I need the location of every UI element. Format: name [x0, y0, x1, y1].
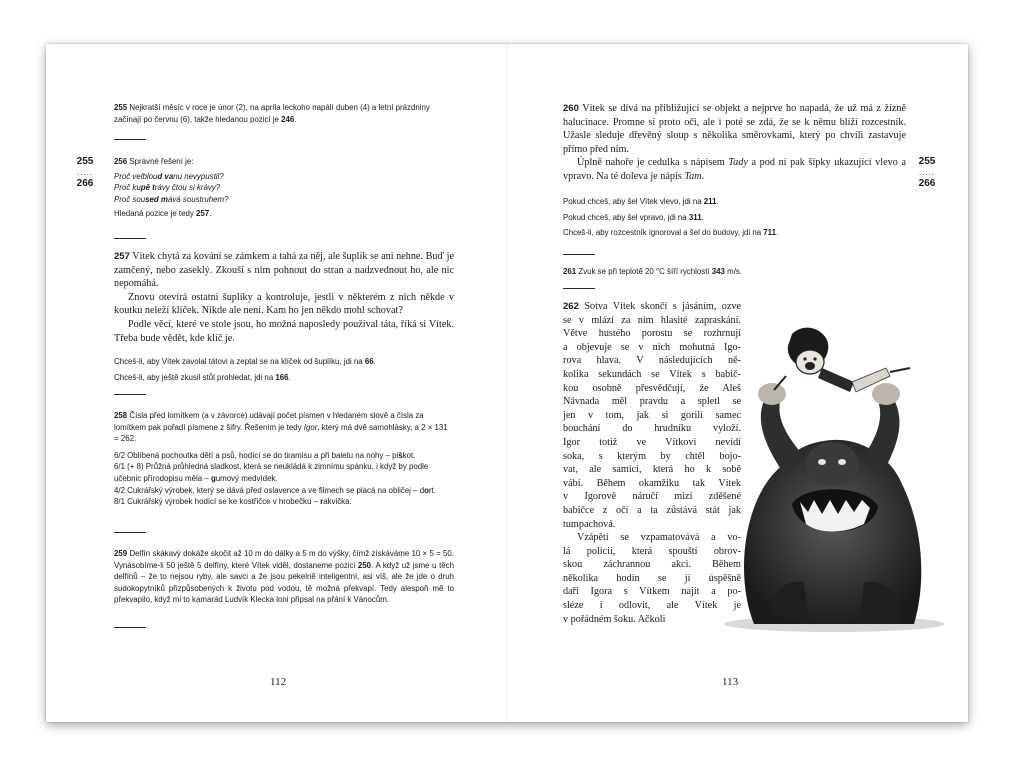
entry-number: 261	[563, 267, 577, 276]
range-dots: .....	[918, 168, 936, 177]
text-line: bouchání do hrudníku vyloží.	[563, 423, 741, 435]
text-line: soka, s kterým by chtěl bojo-	[563, 450, 741, 462]
entry-text: Hledaná pozice je tedy	[114, 209, 197, 219]
divider	[563, 288, 595, 289]
entry-256: 256 Správné řešení je: Proč velbloud vanu nevypustil? Proč kupě trávy čtou si krávy? Proč soused mává soustruhem? Hledaná pozice je tedy 257.	[114, 157, 229, 219]
gorilla-right-hand	[872, 383, 900, 405]
choices-260: Pokud chceš, aby šel Vítek vlevo, jdi na 211. Pokud chceš, aby šel vpravo, jdi na 311. Chceš-li, aby rozcestník ignoroval a šel do budovy, jdi na 711.	[563, 197, 779, 238]
gorilla-eye	[818, 459, 826, 465]
text-line: v Igorově náručí mizí zděšené	[563, 491, 741, 503]
entry-text: Podle věcí, které ve stole jsou, ho možná naposledy používal táta, říká si Vítek. Třeba bude vědět, kde klíč je.	[114, 318, 454, 344]
text-line: jen v tom, jak si gorilí samec	[563, 409, 741, 421]
choice-text: Pokud chceš, aby šel Vítek vlevo, jdi na	[563, 197, 704, 206]
gorilla-right-arm	[862, 396, 899, 474]
choice-text: Chceš-li, aby ještě zkusil stůl prohledat, jdi na	[114, 372, 276, 382]
boy-foot	[890, 368, 910, 372]
entry-text: Nejkratší měsíc v roce je únor (2), na apríla leckoho napálí duben (4) a letní prázdniny začínají po červnu (6), takže hledanou pozicí je	[114, 103, 430, 124]
entry-257	[114, 250, 454, 345]
entry-text: Vítek se dívá na přibližující se objekt a nejprve ho napadá, že už má z žízně halucinace. Promne si proto oči, ale i poté se zdá, že se k němu blíží rozcestník. Užasle sleduje dřevěný sloup s několika směrovkami, který po chvíli zastavuje přímo před ním.	[563, 103, 906, 155]
left-range-marker	[70, 156, 100, 190]
boy-eye	[803, 357, 806, 360]
text-line: Vzápětí se vzpamatovává a vo-	[577, 532, 741, 544]
range-dots: .....	[76, 168, 94, 177]
answer-number: 246	[281, 114, 295, 124]
choice-target[interactable]: 711	[763, 228, 777, 238]
choice-text: Chceš-li, aby rozcestník ignoroval a šel do budovy, jdi na	[563, 228, 764, 238]
divider	[114, 532, 146, 533]
divider	[114, 139, 146, 140]
entry-261: 261 Zvuk se při teplotě 20 °C šíří rychlostí 343 m/s.	[563, 267, 743, 276]
book-spread	[46, 44, 968, 722]
entry-number: 257	[114, 251, 130, 262]
range-bottom: 266	[918, 178, 936, 189]
choice-text: Chceš-li, aby Vítek zavolal tátovi a zeptal se na klíček od šuplíku, jdi na	[114, 357, 365, 366]
choice-target[interactable]: 311	[688, 212, 702, 222]
text-line: skou záchrannou akci. Během	[563, 559, 741, 571]
text-line: se v mlází za ním hlasité zapraskání.	[563, 314, 741, 326]
choice-target[interactable]: 166	[275, 372, 289, 382]
right-range-marker	[912, 156, 942, 190]
text-line: rova hlava. V následujících ně-	[563, 355, 741, 367]
boy-mouth	[805, 362, 815, 370]
entry-text: Správné řešení je:	[129, 157, 194, 166]
entry-number: 262	[563, 301, 585, 312]
entry-260: 260 Vítek se dívá na přibližující se objekt a nejprve ho napadá, že už má z žízně halucinace. Promne si proto oči, ale i poté se zdá, že se k němu blíží rozcestník. Užasle sleduje dřevěný sloup s několika směrovkami, který po chvíli zastavuje přímo před ním. Úplně nahoře je cedulka s nápisem Tady a pod ní pak šipky ukazující vlevo a vpravo. Na té doleva je nápis Tam.	[563, 103, 906, 182]
divider	[114, 627, 146, 628]
gutter-shadow	[506, 44, 508, 722]
entry-text: Vítek chytá za kování se zámkem a tahá za něj, ale šuplík se ani nehne. Buď je zamčený, nebo zaseklý. Zkouší s ním pohnout do stran a nadzvednout ho, ale nic nepomáhá.	[114, 251, 454, 290]
entry-text: Znovu otevírá ostatní šuplíky a kontroluje, jestli v některém z nich někde v koutku neleží klíček. Nikde ale není. Kam ho jen někdo mohl schovat?	[114, 291, 454, 317]
text-line: Návnada měl pravdu a spletl se	[563, 396, 741, 408]
text-line: kolika sekundách se Vítek s babič-	[563, 368, 741, 380]
text-line: vábí. Během okamžiku tak Vítek	[563, 477, 741, 489]
choice-text: Pokud chceš, aby šel vpravo, jdi na	[563, 212, 689, 222]
divider	[114, 238, 146, 239]
text-line: Větve hustého porostu se rozhrnují	[563, 328, 741, 340]
entry-number: 260	[563, 103, 579, 114]
text-line: tumpachová.	[563, 518, 616, 530]
gorilla-eye	[838, 459, 846, 465]
boy-shirt	[818, 368, 854, 392]
choice-target[interactable]: 211	[703, 197, 717, 206]
gorilla-left-arm	[761, 396, 806, 474]
choice-target[interactable]: 66	[364, 357, 374, 366]
text-line: lá policii, která spouští obrov-	[563, 545, 741, 557]
text-line: několika hodin se jí úspěšně	[563, 572, 741, 584]
page-number: 113	[722, 676, 739, 688]
entry-number: 256	[114, 157, 128, 166]
text-line	[563, 300, 741, 314]
divider	[563, 254, 595, 255]
gorilla-left-hand	[758, 383, 786, 405]
text-line: Igor totiž ve Vítkovi nevidí	[563, 436, 741, 448]
divider	[114, 394, 146, 395]
answer-number: 250	[357, 560, 372, 570]
text-line: a objevuje se v nich mohutná Igo-	[563, 341, 741, 353]
answer-number: 343	[711, 267, 725, 276]
text-line: kou osobně přesvědčují, že Aleš	[563, 382, 741, 394]
entry-259: 259 Delfín skákavý dokáže skočit až 10 m do dálky a 5 m do výšky, čímž získáváme 10 × 5 = 50. Vynásobíme-li 50 ještě 5 delfíny, které Vítek viděl, dostaneme pozici 250. A když už jsme u těch delfínů – že to nejsou ryby, ale savci a že jsou pekelně inteligentní, asi víš, ale že jde o druh sudokopytníků přizpůsobených k životu pod vodou, tě možná překvapí. Tedy alespoň mě to překvapilo, když mi to kamarád Ludvík Klecka loni připsal na přání k Vánocům.	[114, 549, 454, 605]
boy-figure	[774, 328, 910, 392]
text-line: v pořádném šoku. Ačkoli	[563, 613, 666, 625]
range-top: 255	[76, 156, 94, 167]
gorilla-head	[806, 442, 858, 486]
entry-number: 258	[114, 411, 128, 420]
text-line: sléze i odlovit, ale Vítek je	[563, 600, 741, 612]
gorilla-holding-boy-illustration	[714, 324, 946, 634]
entry-255: 255 Nejkratší měsíc v roce je únor (2), na apríla leckoho napálí duben (4) a letní prázdniny začínají po červnu (6), takže hledanou pozicí je 246.	[114, 103, 430, 124]
answer-number: 257	[196, 209, 210, 219]
boy-eye	[813, 357, 816, 360]
text-line: babičce z očí a ta zůstává stát jak	[563, 504, 741, 516]
entry-text: Sotva Vítek skončí s jásáním, ozve	[584, 301, 741, 312]
choices-257: Chceš-li, aby Vítek zavolal tátovi a zeptal se na klíček od šuplíku, jdi na 66. Chceš-li, aby ještě zkusil stůl prohledat, jdi na 166.	[114, 357, 376, 382]
range-bottom: 266	[76, 178, 94, 189]
entry-258: 258 Čísla před lomítkem (a v závorce) udávají počet písmen v hledaném slově a čísla za lomítkem pak pořadí písmene z šifry. Řešením je tedy Igor, který má dvě samohlásky, a 2 × 131 = 262. 6/2 Oblíbená pochoutka dětí a psů, hodící se do tiramisu a při baletu na nohy – piškot. 6/1 (+ 8) Průžná průhledná sladkost, která se neukládá k zimnímu spánku, i když by podle učebnic přírodopisu měla – gumový medvídek. 4/2 Cukrářský výrobek, který se dává před oslavence a ve filmech se placá na obličej – dort. 8/1 Cukrářský výrobek hodící se ke kostřičce v hrobečku – rakvička.	[114, 411, 448, 507]
text-line: vat, ale samici, která ho k sobě	[563, 464, 741, 476]
entry-number: 259	[114, 549, 128, 558]
page-number: 112	[270, 676, 287, 688]
range-top: 255	[918, 156, 936, 167]
text-line: daří Igora s Vítkem najít a po-	[563, 586, 741, 598]
entry-number: 255	[114, 103, 128, 112]
